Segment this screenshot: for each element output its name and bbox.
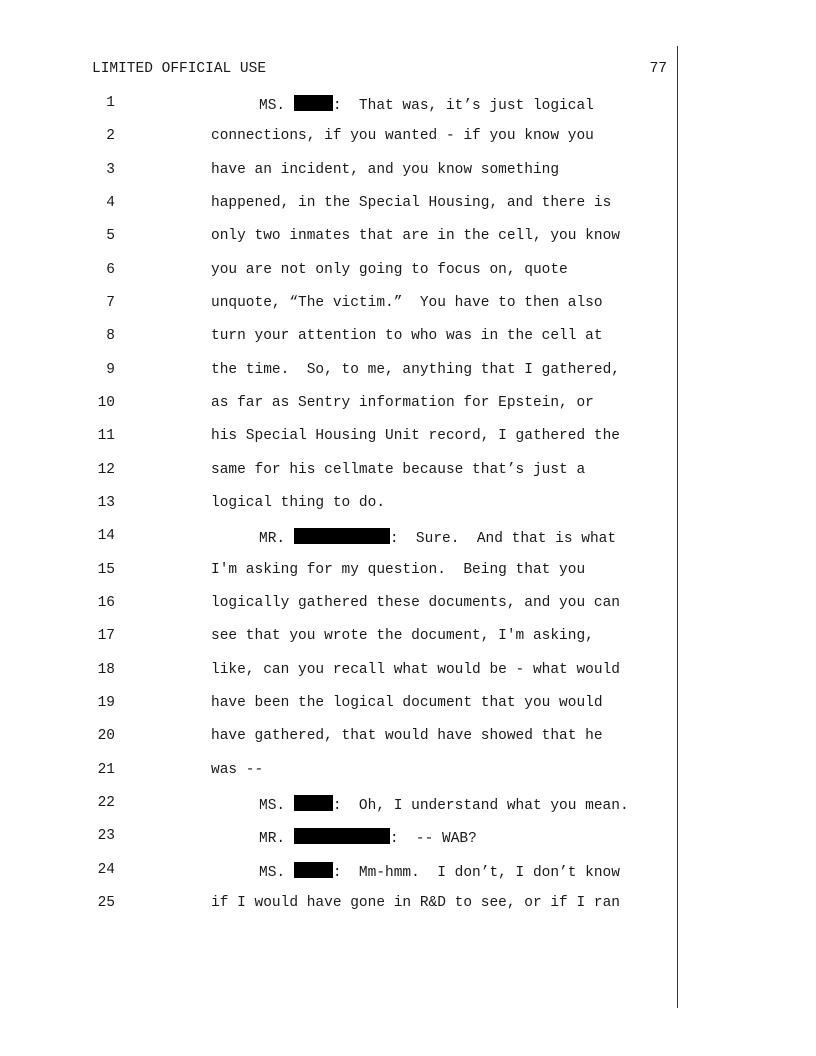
- speaker-prefix: MR.: [259, 831, 294, 848]
- line-content: I'm asking for my question. Being that you: [211, 561, 586, 578]
- transcript-line: [0, 727, 816, 760]
- line-content: his Special Housing Unit record, I gathered the: [211, 428, 620, 445]
- line-text: [211, 228, 620, 244]
- speaker-prefix: MS.: [259, 864, 294, 881]
- line-text: [259, 95, 594, 114]
- line-text: [259, 828, 477, 847]
- line-content: you are not only going to focus on, quote: [211, 261, 568, 278]
- line-text: [211, 195, 611, 211]
- line-content: connections, if you wanted - if you know you: [211, 128, 594, 145]
- line-number: 21: [97, 761, 115, 778]
- line-text: [211, 628, 594, 644]
- line-content: : That was, it’s just logical: [332, 98, 594, 114]
- line-text: [211, 295, 603, 311]
- line-content: : Oh, I understand what you mean.: [332, 797, 629, 814]
- transcript-line: [0, 194, 816, 227]
- transcript-line: [0, 161, 816, 194]
- line-number: 11: [97, 428, 115, 445]
- transcript-line: [0, 127, 816, 160]
- line-text: [211, 695, 603, 711]
- line-number: 25: [97, 894, 115, 911]
- line-content: have been the logical document that you would: [211, 694, 603, 711]
- line-number: 12: [97, 461, 115, 478]
- line-number: 22: [97, 794, 115, 811]
- transcript-line: [0, 294, 816, 327]
- line-content: happened, in the Special Housing, and there is: [211, 194, 612, 211]
- line-text: [211, 362, 620, 378]
- line-number: 4: [106, 194, 115, 211]
- transcript-line: [0, 761, 816, 794]
- transcript-line: [0, 594, 816, 627]
- transcript-line: [0, 427, 816, 460]
- transcript-line: [0, 561, 816, 594]
- line-text: [211, 595, 620, 611]
- line-content: logically gathered these documents, and you can: [211, 594, 620, 611]
- line-content: as far as Sentry information for Epstein, or: [211, 394, 594, 411]
- line-text: [211, 762, 263, 778]
- line-content: unquote, “The victim.” You have to then also: [211, 294, 603, 311]
- line-number: 7: [106, 294, 115, 311]
- redaction-box: [294, 828, 390, 844]
- line-text: [211, 462, 585, 478]
- line-number: 6: [106, 261, 115, 278]
- line-number: 17: [97, 628, 115, 645]
- line-number: 3: [106, 161, 115, 178]
- line-text: [211, 262, 568, 278]
- transcript-line: [0, 694, 816, 727]
- line-number: 9: [106, 361, 115, 378]
- line-text: [211, 428, 620, 444]
- line-text: [259, 528, 616, 547]
- line-number: 23: [97, 828, 115, 845]
- line-text: [211, 562, 585, 578]
- line-number: 19: [97, 694, 115, 711]
- transcript-line: [0, 861, 816, 894]
- speaker-prefix: MS.: [259, 797, 294, 814]
- transcript-line: [0, 894, 816, 927]
- redaction-box: [294, 795, 333, 811]
- line-number: 10: [97, 394, 115, 411]
- redaction-box: [294, 95, 333, 111]
- line-content: : -- WAB?: [389, 831, 477, 848]
- line-number: 2: [106, 128, 115, 145]
- transcript-line: [0, 627, 816, 660]
- line-content: if I would have gone in R&D to see, or if I ran: [211, 894, 620, 911]
- line-text: [211, 728, 603, 744]
- redaction-box: [294, 528, 390, 544]
- line-content: was --: [211, 761, 264, 778]
- line-content: turn your attention to who was in the cell at: [211, 328, 603, 345]
- line-content: same for his cellmate because that’s just a: [211, 461, 586, 478]
- line-content: have an incident, and you know something: [211, 161, 560, 178]
- transcript-line: [0, 494, 816, 527]
- transcript-line: [0, 527, 816, 560]
- line-number: 20: [97, 728, 115, 745]
- transcript-line: [0, 261, 816, 294]
- speaker-prefix: MR.: [259, 531, 294, 548]
- line-content: : Mm-hmm. I don’t, I don’t know: [332, 864, 620, 881]
- header-classification: LIMITED OFFICIAL USE: [92, 61, 267, 77]
- line-text: [211, 328, 603, 344]
- line-content: only two inmates that are in the cell, you know: [211, 228, 620, 245]
- transcript-line: [0, 794, 816, 827]
- line-number: 18: [97, 661, 115, 678]
- transcript-line: [0, 394, 816, 427]
- line-number: 1: [106, 95, 115, 111]
- line-number: 16: [97, 594, 115, 611]
- line-content: have gathered, that would have showed that he: [211, 728, 603, 745]
- line-number: 13: [97, 494, 115, 511]
- line-number: 5: [106, 228, 115, 245]
- line-number: 14: [97, 528, 115, 545]
- transcript-line: [0, 827, 816, 860]
- transcript-line: [0, 327, 816, 360]
- line-content: the time. So, to me, anything that I gathered,: [211, 361, 620, 378]
- line-text: [211, 395, 594, 411]
- line-content: see that you wrote the document, I'm asking,: [211, 628, 594, 645]
- line-text: [211, 662, 620, 678]
- line-content: like, can you recall what would be - what would: [211, 661, 620, 678]
- transcript-line: [0, 94, 816, 127]
- line-text: [211, 495, 385, 511]
- redaction-box: [294, 862, 333, 878]
- speaker-prefix: MS.: [259, 98, 294, 114]
- line-number: 24: [97, 861, 115, 878]
- transcript-line: [0, 361, 816, 394]
- line-number: 15: [97, 561, 115, 578]
- line-text: [259, 795, 629, 814]
- transcript-line: [0, 661, 816, 694]
- transcript-line: [0, 227, 816, 260]
- page-number: 77: [649, 61, 667, 77]
- transcript-line: [0, 461, 816, 494]
- line-text: [211, 162, 559, 178]
- line-content: logical thing to do.: [211, 494, 386, 511]
- transcript-lines: [0, 94, 816, 927]
- line-text: [211, 128, 594, 144]
- line-text: [211, 895, 620, 911]
- line-content: : Sure. And that is what: [389, 531, 617, 548]
- line-text: [259, 862, 620, 881]
- line-number: 8: [106, 328, 115, 345]
